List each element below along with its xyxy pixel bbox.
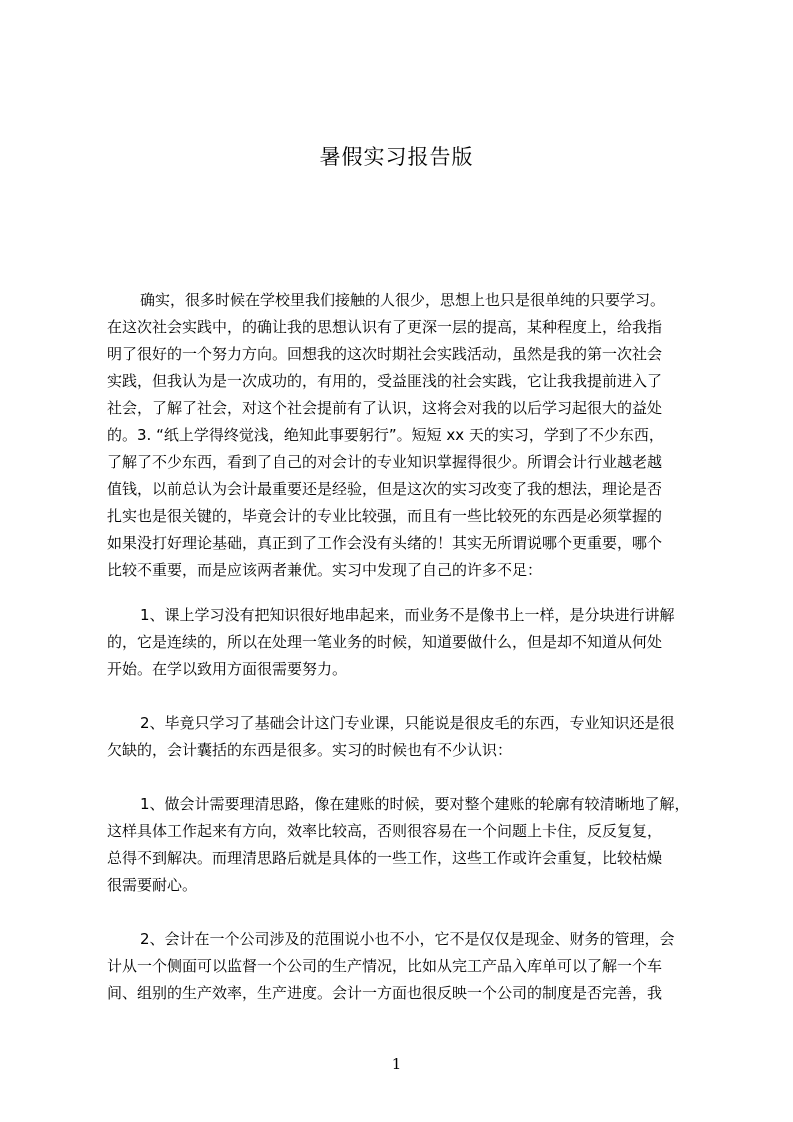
text-line: 2、毕竟只学习了基础会计这门专业课，只能说是很皮毛的东西，专业知识还是很 <box>140 714 675 732</box>
text-line: 的，它是连续的，所以在处理一笔业务的时候，知道要做什么，但是却不知道从何处 <box>107 633 663 651</box>
paragraph-3 <box>0 710 675 764</box>
paragraph-1 <box>0 287 665 584</box>
document-title: 暑假实习报告版 <box>319 145 474 169</box>
text-line: 2、会计在一个公司涉及的范围说小也不小，它不是仅仅是现金、财务的管理，会 <box>140 930 675 948</box>
text-line: 很需要耐心。 <box>107 876 198 894</box>
paragraph-5 <box>0 926 675 1007</box>
paragraph-4 <box>0 791 690 899</box>
text-line: 开始。在学以致用方面很需要努力。 <box>107 660 348 678</box>
text-line: 确实，很多时候在学校里我们接触的人很少，思想上也只是很单纯的只要学习。 <box>140 291 666 309</box>
text-line: 这样具体工作起来有方向，效率比较高，否则很容易在一个问题上卡住，反反复复， <box>107 822 663 840</box>
text-line: 了解了不少东西，看到了自己的对会计的专业知识掌握得很少。所谓会计行业越老越 <box>107 453 663 471</box>
text-line: 总得不到解决。而理清思路后就是具体的一些工作，这些工作或许会重复，比较枯燥 <box>107 849 663 867</box>
text-line: 比较不重要，而是应该两者兼优。实习中发现了自己的许多不足： <box>107 561 543 579</box>
text-line: 在这次社会实践中，的确让我的思想认识有了更深一层的提高，某种程度上，给我指 <box>107 318 663 336</box>
text-line: 扎实也是很关键的，毕竟会计的专业比较强，而且有一些比较死的东西是必须掌握的 <box>107 507 663 525</box>
text-line: 1、做会计需要理清思路，像在建账的时候，要对整个建账的轮廓有较清晰地了解， <box>140 795 690 813</box>
text-line: 明了很好的一个努力方向。回想我的这次时期社会实践活动，虽然是我的第一次社会 <box>107 345 663 363</box>
text-line: 的。3. “纸上学得终觉浅，绝知此事要躬行”。短短 xx 天的实习，学到了不少东西， <box>107 426 664 444</box>
page-number: 1 <box>391 1055 402 1073</box>
text-line: 欠缺的，会计囊括的东西是很多。实习的时候也有不少认识： <box>107 741 513 759</box>
paragraph-2 <box>0 602 675 683</box>
text-line: 值钱，以前总认为会计最重要还是经验，但是这次的实习改变了我的想法，理论是否 <box>107 480 663 498</box>
text-line: 社会，了解了社会，对这个社会提前有了认识，这将会对我的以后学习起很大的益处 <box>107 399 663 417</box>
text-line: 如果没打好理论基础，真正到了工作会没有头绪的！其实无所谓说哪个更重要，哪个 <box>107 534 663 552</box>
text-line: 计从一个侧面可以监督一个公司的生产情况，比如从完工产品入库单可以了解一个车 <box>107 957 663 975</box>
text-line: 1、课上学习没有把知识很好地串起来，而业务不是像书上一样，是分块进行讲解 <box>140 606 675 624</box>
text-line: 实践，但我认为是一次成功的，有用的，受益匪浅的社会实践，它让我我提前进入了 <box>107 372 663 390</box>
text-line: 间、组别的生产效率，生产进度。会计一方面也很反映一个公司的制度是否完善，我 <box>107 984 663 1002</box>
